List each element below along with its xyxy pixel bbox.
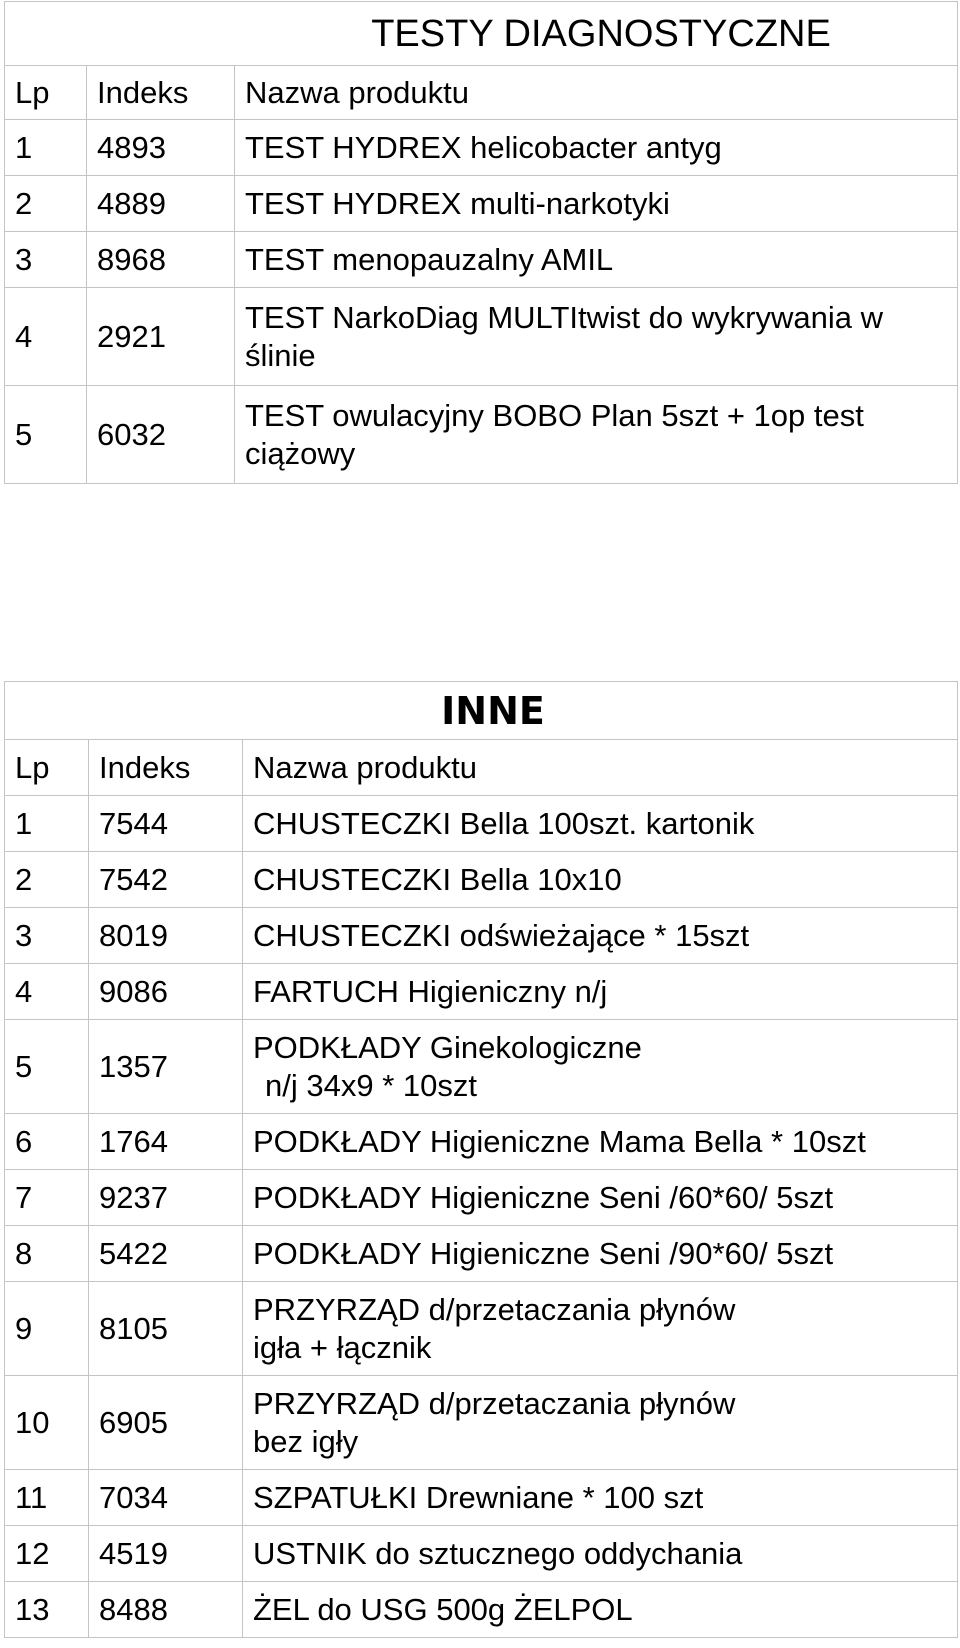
cell-nazwa: ŻEL do USG 500g ŻELPOL bbox=[243, 1582, 958, 1638]
table-row bbox=[5, 288, 958, 386]
cell-indeks: 1357 bbox=[89, 1020, 243, 1114]
table-header-row bbox=[5, 740, 958, 796]
cell-nazwa bbox=[235, 288, 958, 386]
cell-lp: 3 bbox=[5, 232, 87, 288]
cell-indeks: 9237 bbox=[89, 1170, 243, 1226]
cell-indeks: 7034 bbox=[89, 1470, 243, 1526]
cell-lp: 8 bbox=[5, 1226, 89, 1282]
cell-nazwa: USTNIK do sztucznego oddychania bbox=[243, 1526, 958, 1582]
cell-lp: 10 bbox=[5, 1376, 89, 1470]
table-row bbox=[5, 176, 958, 232]
cell-lp: 2 bbox=[5, 176, 87, 232]
cell-lp: 5 bbox=[5, 1020, 89, 1114]
cell-nazwa-line1: PRZYRZĄD d/przetaczania płynów bbox=[253, 1291, 736, 1327]
cell-nazwa bbox=[243, 1282, 958, 1376]
table-row bbox=[5, 1282, 958, 1376]
table-row bbox=[5, 908, 958, 964]
cell-indeks: 6032 bbox=[87, 386, 235, 484]
cell-lp: 4 bbox=[5, 288, 87, 386]
cell-lp: 9 bbox=[5, 1282, 89, 1376]
cell-nazwa: SZPATUŁKI Drewniane * 100 szt bbox=[243, 1470, 958, 1526]
cell-nazwa: PODKŁADY Higieniczne Seni /60*60/ 5szt bbox=[243, 1170, 958, 1226]
cell-nazwa-line2: ślinie bbox=[245, 337, 316, 373]
cell-indeks: 8968 bbox=[87, 232, 235, 288]
cell-nazwa bbox=[243, 1020, 958, 1114]
cell-nazwa: PODKŁADY Higieniczne Seni /90*60/ 5szt bbox=[243, 1226, 958, 1282]
table-title: TESTY DIAGNOSTYCZNE bbox=[371, 12, 831, 55]
cell-nazwa: CHUSTECZKI odświeżające * 15szt bbox=[243, 908, 958, 964]
table-row bbox=[5, 964, 958, 1020]
cell-lp: 4 bbox=[5, 964, 89, 1020]
cell-lp: 13 bbox=[5, 1582, 89, 1638]
table-title-row bbox=[5, 682, 958, 740]
cell-lp: 11 bbox=[5, 1470, 89, 1526]
table-row bbox=[5, 120, 958, 176]
cell-indeks: 9086 bbox=[89, 964, 243, 1020]
table-row bbox=[5, 1376, 958, 1470]
diagnostic-tests-table bbox=[4, 1, 958, 484]
cell-lp: 6 bbox=[5, 1114, 89, 1170]
cell-nazwa-line1: PRZYRZĄD d/przetaczania płynów bbox=[253, 1385, 736, 1421]
cell-indeks: 5422 bbox=[89, 1226, 243, 1282]
cell-lp: 5 bbox=[5, 386, 87, 484]
table-row bbox=[5, 1226, 958, 1282]
header-lp: Lp bbox=[5, 740, 89, 796]
cell-nazwa: CHUSTECZKI Bella 100szt. kartonik bbox=[243, 796, 958, 852]
header-nazwa: Nazwa produktu bbox=[235, 66, 958, 120]
table-row bbox=[5, 1582, 958, 1638]
cell-nazwa-line1: PODKŁADY Ginekologiczne bbox=[253, 1029, 642, 1065]
cell-nazwa: TEST menopauzalny AMIL bbox=[235, 232, 958, 288]
cell-lp: 12 bbox=[5, 1526, 89, 1582]
cell-indeks: 6905 bbox=[89, 1376, 243, 1470]
cell-indeks: 4893 bbox=[87, 120, 235, 176]
table-row bbox=[5, 1114, 958, 1170]
cell-nazwa: TEST HYDREX helicobacter antyg bbox=[235, 120, 958, 176]
table-row bbox=[5, 386, 958, 484]
table-row bbox=[5, 232, 958, 288]
cell-nazwa-line2: ciążowy bbox=[245, 435, 356, 471]
cell-nazwa bbox=[235, 386, 958, 484]
cell-nazwa-line1: TEST NarkoDiag MULTItwist do wykrywania w bbox=[245, 299, 883, 335]
cell-indeks: 1764 bbox=[89, 1114, 243, 1170]
header-nazwa: Nazwa produktu bbox=[243, 740, 958, 796]
header-indeks: Indeks bbox=[87, 66, 235, 120]
table-row bbox=[5, 1170, 958, 1226]
cell-nazwa: PODKŁADY Higieniczne Mama Bella * 10szt bbox=[243, 1114, 958, 1170]
cell-lp: 1 bbox=[5, 120, 87, 176]
cell-nazwa: FARTUCH Higieniczny n/j bbox=[243, 964, 958, 1020]
cell-nazwa bbox=[243, 1376, 958, 1470]
cell-lp: 7 bbox=[5, 1170, 89, 1226]
cell-nazwa-line2: bez igły bbox=[253, 1423, 359, 1459]
table-title-row bbox=[5, 2, 958, 66]
cell-indeks: 8105 bbox=[89, 1282, 243, 1376]
cell-nazwa-line2: n/j 34x9 * 10szt bbox=[265, 1067, 477, 1103]
table-header-row bbox=[5, 66, 958, 120]
cell-indeks: 8019 bbox=[89, 908, 243, 964]
cell-indeks: 4519 bbox=[89, 1526, 243, 1582]
cell-indeks: 2921 bbox=[87, 288, 235, 386]
cell-indeks: 8488 bbox=[89, 1582, 243, 1638]
header-lp: Lp bbox=[5, 66, 87, 120]
header-indeks: Indeks bbox=[89, 740, 243, 796]
table-title: INNE bbox=[441, 688, 545, 733]
cell-lp: 1 bbox=[5, 796, 89, 852]
table-row bbox=[5, 1470, 958, 1526]
cell-nazwa: CHUSTECZKI Bella 10x10 bbox=[243, 852, 958, 908]
cell-indeks: 4889 bbox=[87, 176, 235, 232]
cell-indeks: 7544 bbox=[89, 796, 243, 852]
cell-lp: 3 bbox=[5, 908, 89, 964]
table-row bbox=[5, 796, 958, 852]
cell-nazwa-line2: igła + łącznik bbox=[253, 1329, 432, 1365]
table-row bbox=[5, 1020, 958, 1114]
cell-indeks: 7542 bbox=[89, 852, 243, 908]
cell-lp: 2 bbox=[5, 852, 89, 908]
cell-nazwa: TEST HYDREX multi-narkotyki bbox=[235, 176, 958, 232]
other-products-table bbox=[4, 681, 958, 1638]
table-row bbox=[5, 852, 958, 908]
cell-nazwa-line1: TEST owulacyjny BOBO Plan 5szt + 1op test bbox=[245, 397, 864, 433]
table-row bbox=[5, 1526, 958, 1582]
